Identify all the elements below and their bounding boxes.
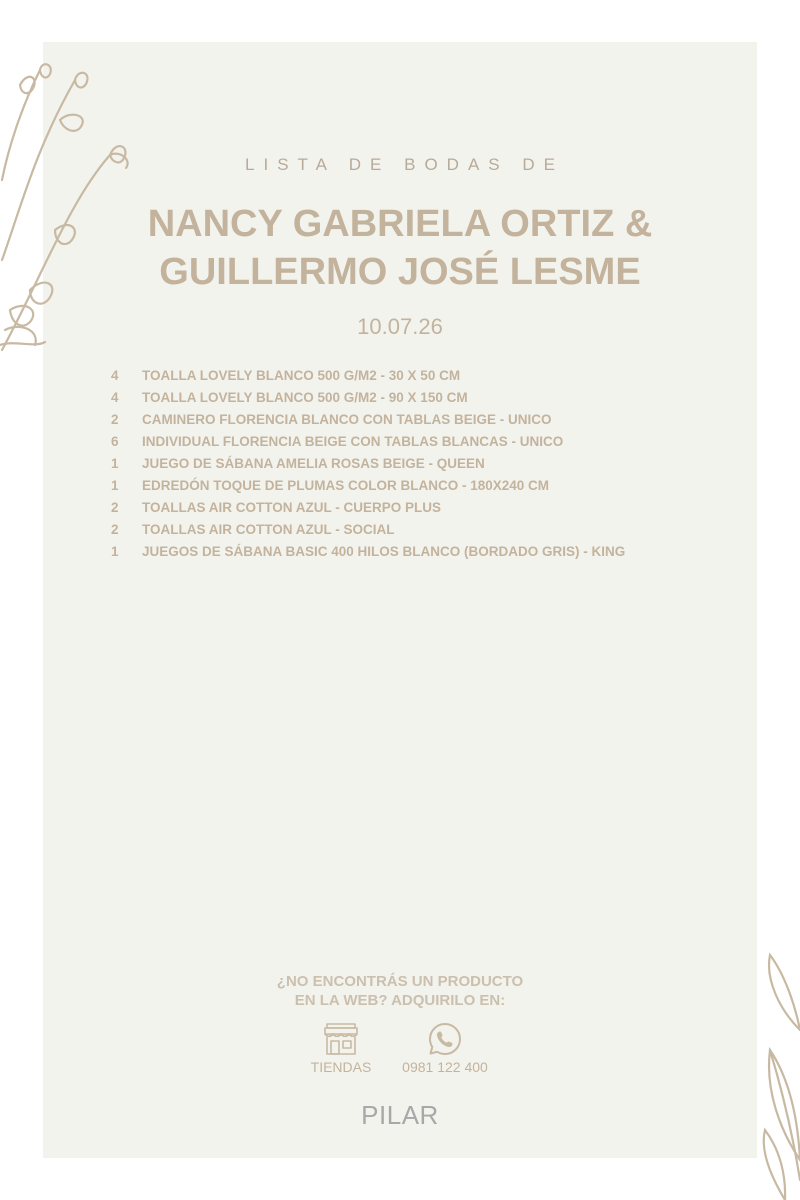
couple-names-line-1: NANCY GABRIELA ORTIZ & — [147, 203, 653, 245]
footer-question — [0, 972, 800, 1010]
footer-question-line-1: ¿NO ENCONTRÁS UN PRODUCTO — [276, 973, 524, 990]
phone-label: 0981 122 400 — [402, 1059, 488, 1075]
list-item — [111, 496, 751, 518]
item-name: INDIVIDUAL FLORENCIA BEIGE CON TABLAS BLANCAS - UNICO — [142, 433, 564, 449]
item-name: CAMINERO FLORENCIA BLANCO CON TABLAS BEIGE - UNICO — [142, 411, 552, 427]
item-name: TOALLA LOVELY BLANCO 500 G/M2 - 30 X 50 CM — [142, 367, 461, 383]
list-item — [111, 452, 751, 474]
couple-names-line-2: GUILLERMO JOSÉ LESME — [159, 251, 641, 293]
whatsapp-link[interactable] — [385, 1022, 505, 1075]
item-name: TOALLAS AIR COTTON AZUL - CUERPO PLUS — [142, 499, 442, 515]
couple-names — [0, 200, 800, 296]
storefront-icon — [321, 1022, 361, 1056]
item-name: TOALLAS AIR COTTON AZUL - SOCIAL — [142, 521, 395, 537]
list-item — [111, 474, 751, 496]
item-quantity: 1 — [111, 455, 119, 471]
item-quantity: 1 — [111, 477, 119, 493]
stores-link[interactable] — [281, 1022, 401, 1075]
item-name: JUEGOS DE SÁBANA BASIC 400 HILOS BLANCO (BORDADO GRIS) - KING — [142, 543, 626, 559]
item-name: JUEGO DE SÁBANA AMELIA ROSAS BEIGE - QUEEN — [142, 455, 485, 471]
registry-subtitle: LISTA DE BODAS DE — [245, 155, 564, 174]
wedding-date: 10.07.26 — [357, 314, 443, 339]
item-quantity: 1 — [111, 543, 119, 559]
list-item — [111, 518, 751, 540]
item-name: TOALLA LOVELY BLANCO 500 G/M2 - 90 X 150 CM — [142, 389, 468, 405]
item-quantity: 2 — [111, 499, 119, 515]
list-item — [111, 386, 751, 408]
item-quantity: 4 — [111, 367, 119, 383]
list-item — [111, 430, 751, 452]
whatsapp-icon — [428, 1022, 462, 1056]
brand-logo: PILAR — [361, 1100, 439, 1130]
item-quantity: 6 — [111, 433, 119, 449]
stores-label: TIENDAS — [310, 1059, 372, 1075]
item-name: EDREDÓN TOQUE DE PLUMAS COLOR BLANCO - 180X240 CM — [142, 477, 550, 493]
gift-list — [111, 364, 751, 562]
item-quantity: 2 — [111, 411, 119, 427]
list-item — [111, 408, 751, 430]
footer-question-line-2: EN LA WEB? ADQUIRILO EN: — [294, 992, 506, 1009]
list-item — [111, 540, 751, 562]
item-quantity: 2 — [111, 521, 119, 537]
list-item — [111, 364, 751, 386]
item-quantity: 4 — [111, 389, 119, 405]
